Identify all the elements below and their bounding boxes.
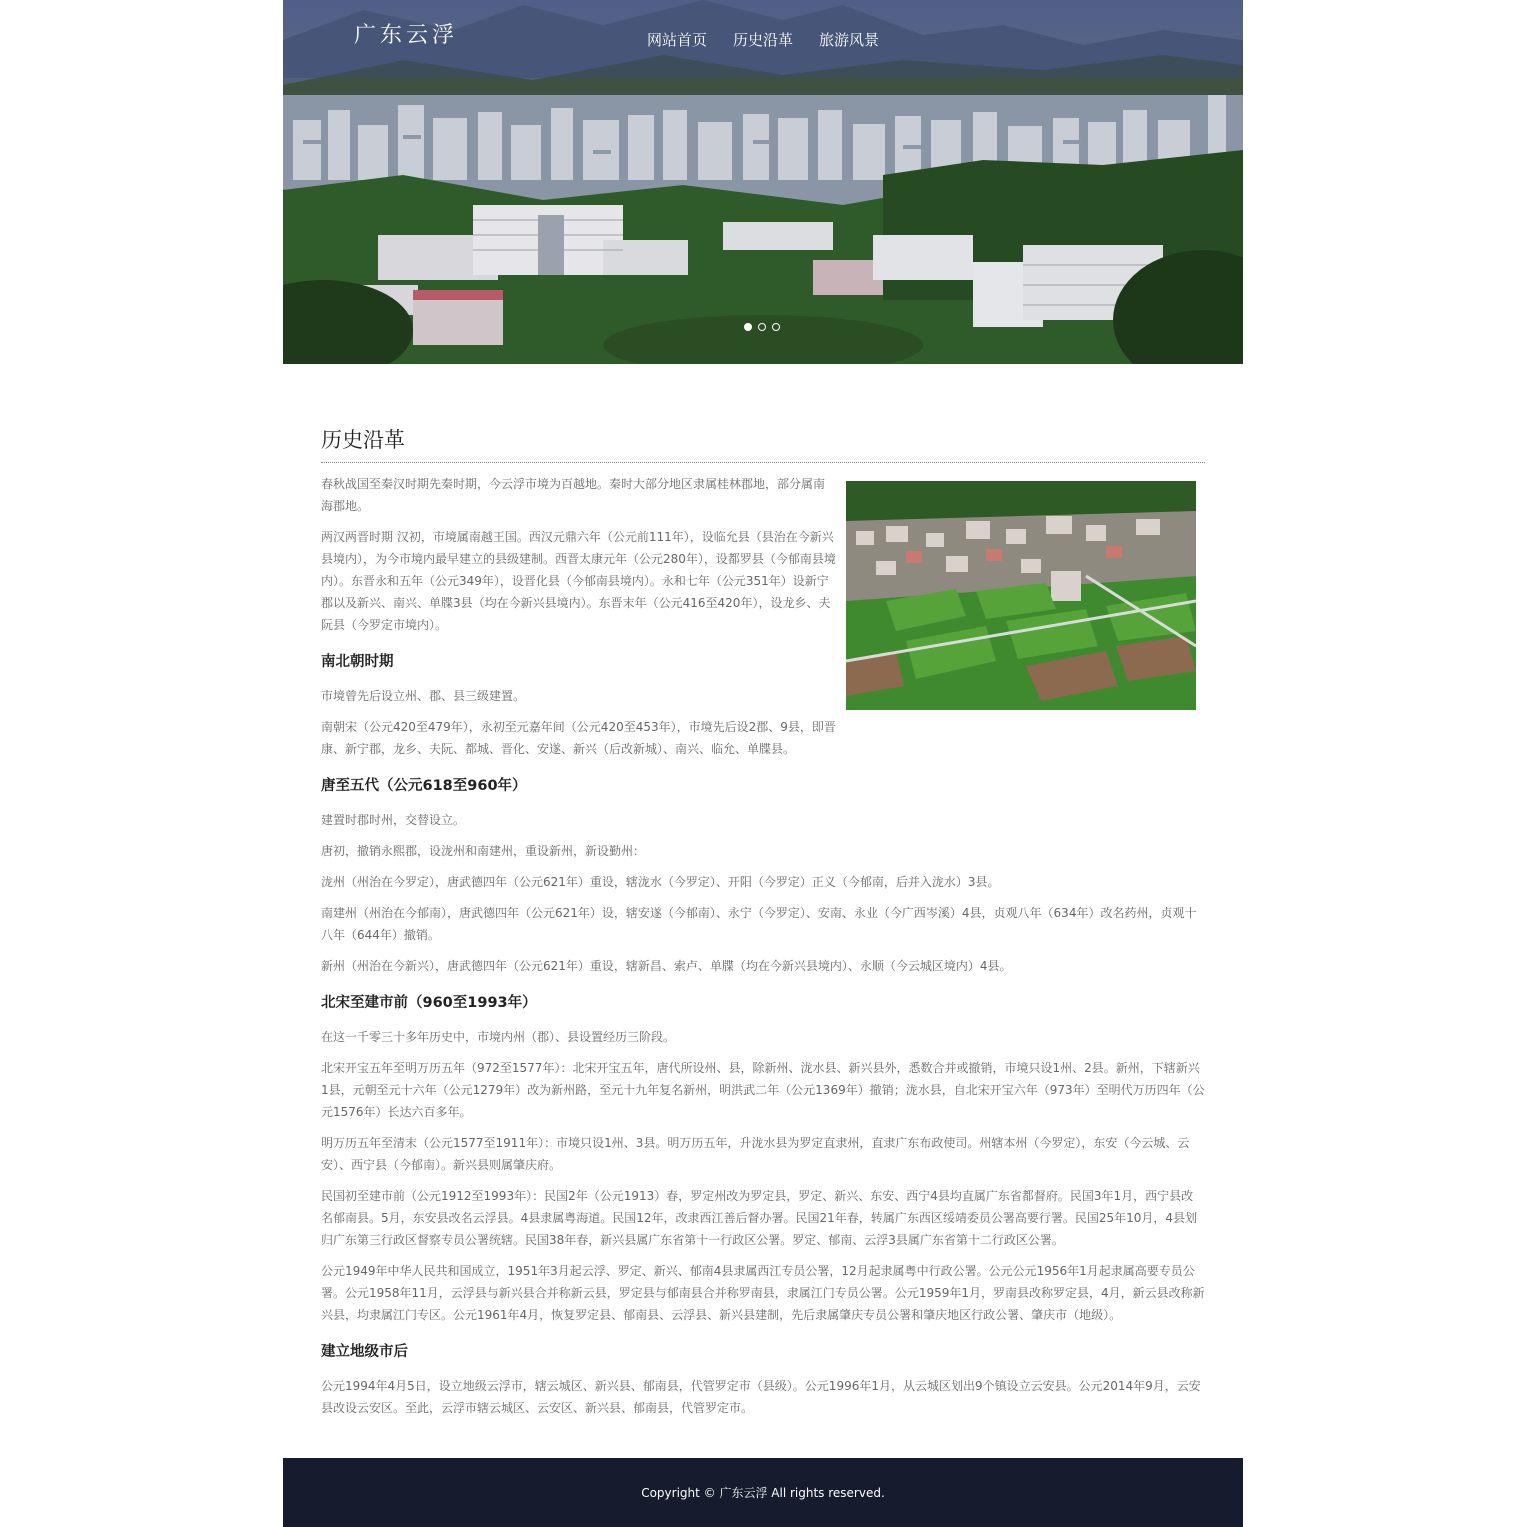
paragraph: 公元1949年中华人民共和国成立，1951年3月起云浮、罗定、新兴、郁南4县隶属西江专员公署，12月起隶属粤中行政公署。公元公元1956年1月起隶属高要专员公署。公元1958年11月，云浮县与新兴县合并称新云县，罗定县与郁南县合并称罗南县，隶属江门专员公署。公元1959年1月，罗南县改称罗定县，4月，新云县改称新兴县，均隶属江门专区。公元1961年4月，恢复罗定县、郁南县、云浮县、新兴县建制，先后隶属肇庆专员公署和肇庆地区行政公署、肇庆市（地级）。: [321, 1264, 1205, 1322]
paragraph: 唐初，撤销永熙郡，设泷州和南建州，重设新州，新设勤州：: [321, 844, 646, 858]
paragraph: 在这一千零三十多年历史中，市境内州（郡）、县设置经历三阶段。: [321, 1030, 676, 1044]
paragraph: 建置时郡时州，交替设立。: [321, 813, 466, 827]
paragraph: 市境曾先后设立州、郡、县三级建置。: [321, 689, 526, 703]
footer: [283, 1458, 1243, 1527]
paragraph: 南建州（州治在今郁南），唐武德四年（公元621年）设，辖安遂（今郁南）、永宁（今罗定）、安南、永业（今广西岑溪）4县，贞观八年（634年）改名药州，贞观十八年（644年）撤销。: [321, 906, 1197, 942]
carousel-indicators: [744, 323, 786, 331]
nav-item-history[interactable]: 历史沿革: [733, 31, 794, 49]
paragraph: 两汉两晋时期 汉初，市境属南越王国。西汉元鼎六年（公元前111年），设临允县（县治在今新兴县境内），为今市境内最早建立的县级建制。西晋太康元年（公元280年），设都罗县（今郁南县境内）。东晋永和五年（公元349年），设晋化县（今郁南县境内）。永和七年（公元351年）设新宁郡以及新兴、南兴、单牒3县（均在今新兴县境内）。东晋末年（公元416至420年），设龙乡、夫阮县（今罗定市境内）。: [321, 530, 836, 632]
nav-item-home[interactable]: 网站首页: [647, 31, 708, 49]
section-heading: 南北朝时期: [321, 654, 394, 670]
copyright-text: Copyright © 广东云浮 All rights reserved.: [641, 1486, 885, 1500]
paragraph: 泷州（州治在今罗定），唐武德四年（公元621年）重设，辖泷水（今罗定）、开阳（今罗定）正义（今郁南，后并入泷水）3县。: [321, 875, 1000, 889]
paragraph: 南朝宋（公元420至479年），永初至元嘉年间（公元420至453年），市境先后设2郡、9县，即晋康、新宁郡，龙乡、夫阮、都城、晋化、安遂、新兴（后改新城）、南兴、临允、单牒县。: [321, 720, 836, 756]
paragraph: 新州（州治在今新兴），唐武德四年（公元621年）重设，辖新昌、索卢、单牒（均在今新兴县境内）、永顺（今云城区境内）4县。: [321, 959, 1012, 973]
section-heading: 北宋至建市前（960至1993年）: [321, 995, 537, 1011]
carousel-dot-3[interactable]: [772, 323, 780, 331]
site-logo[interactable]: 广东云浮: [354, 23, 459, 48]
nav-item-tourism[interactable]: 旅游风景: [819, 31, 880, 49]
section-heading: 唐至五代（公元618至960年）: [321, 778, 527, 794]
page-title: 历史沿革: [321, 424, 1205, 463]
carousel-dot-1[interactable]: [744, 323, 752, 331]
paragraph: 春秋战国至秦汉时期先秦时期，今云浮市境为百越地。秦时大部分地区隶属桂林郡地，部分属南海郡地。: [321, 477, 826, 513]
site-container: [283, 0, 1243, 1527]
hero-carousel[interactable]: [283, 0, 1243, 364]
carousel-dot-2[interactable]: [758, 323, 766, 331]
main-nav: [647, 29, 905, 50]
paragraph: 民国初至建市前（公元1912至1993年）：民国2年（公元1913）春，罗定州改为罗定县，罗定、新兴、东安、西宁4县均直属广东省都督府。民国3年1月，西宁县改名郁南县。5月，东安县改名云浮县。4县隶属粤海道。民国12年，改隶西江善后督办署。民国21年春，转属广东西区绥靖委员公署高要行署。民国25年10月，4县划归广东第三行政区督察专员公署统辖。民国38年春，新兴县属广东省第十一行政区公署。罗定、郁南、云浮3县属广东省第十二行政区公署。: [321, 1189, 1197, 1247]
main-content: [321, 424, 1205, 1428]
paragraph: 明万历五年至清末（公元1577至1911年）：市境只设1州、3县。明万历五年，升泷水县为罗定直隶州，直隶广东布政使司。州辖本州（今罗定），东安（今云城、云安）、西宁县（今郁南）。新兴县则属肇庆府。: [321, 1136, 1190, 1172]
paragraph: 北宋开宝五年至明万历五年（972至1577年）：北宋开宝五年，唐代所设州、县，除新州、泷水县、新兴县外，悉数合并或撤销，市境只设1州、2县。新州，下辖新兴1县，元朝至元十六年（公元1279年）改为新州路，至元十九年复名新州，明洪武二年（公元1369年）撤销；泷水县，自北宋开宝六年（973年）至明代万历四年（公元1576年）长达六百多年。: [321, 1061, 1205, 1119]
section-heading: 建立地级市后: [321, 1344, 408, 1360]
village-fields-image: [846, 481, 1196, 710]
paragraph: 公元1994年4月5日，设立地级云浮市，辖云城区、新兴县、郁南县，代管罗定市（县级）。公元1996年1月，从云城区划出9个镇设立云安县。公元2014年9月，云安县改设云安区。至此，云浮市辖云城区、云安区、新兴县、郁南县，代管罗定市。: [321, 1379, 1201, 1415]
